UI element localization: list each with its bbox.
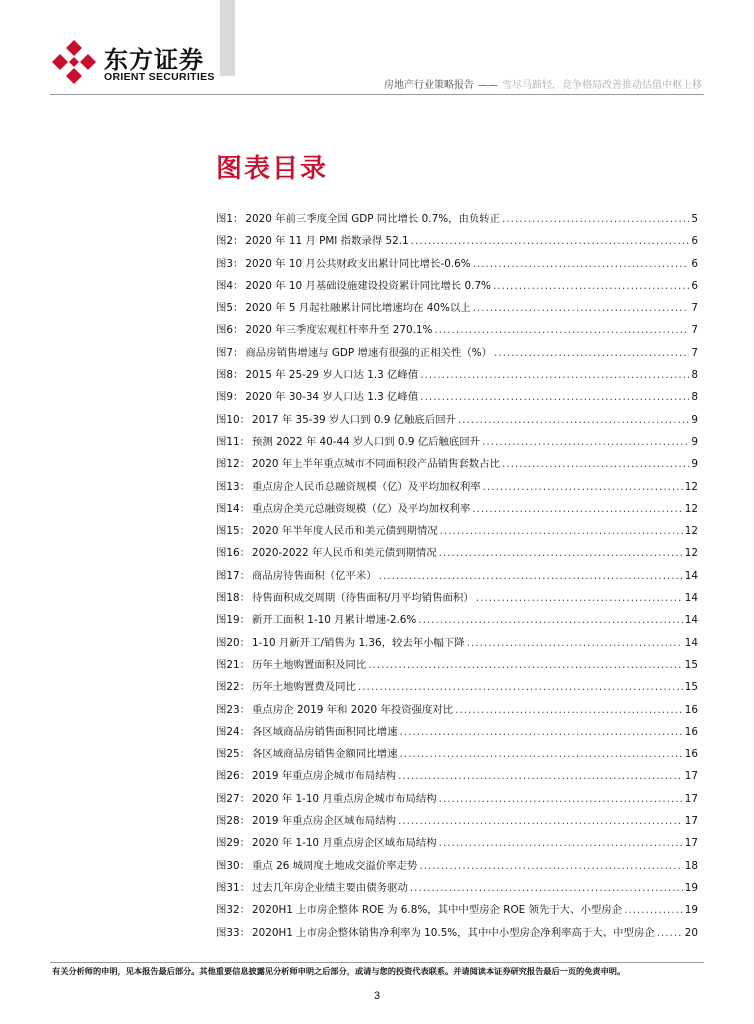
toc-leader-dots [398, 815, 683, 827]
toc-figure-title: 2020H1 上市房企整体 ROE 为 6.8%，其中中型房企 ROE 领先于大、小型房企 [252, 904, 623, 917]
toc-figure-number: 图23： [216, 703, 251, 716]
toc-page-number: 7 [691, 324, 698, 337]
toc-entry[interactable] [216, 255, 698, 277]
company-name-cn: 东方证券 [104, 46, 204, 74]
toc-leader-dots [494, 347, 689, 359]
toc-leader-dots [493, 280, 689, 292]
running-header [384, 76, 702, 91]
company-name-en: ORIENT SECURITIES [104, 71, 215, 83]
page-number: 3 [373, 990, 381, 1002]
toc-figure-title: 待售面积成交周期（待售面积/月平均销售面积） [252, 592, 474, 605]
toc-figure-title: 2020 年三季度宏观杠杆率升至 270.1% [245, 324, 433, 337]
toc-page-number: 5 [691, 213, 698, 225]
toc-page-number: 9 [691, 458, 698, 471]
toc-page-number: 19 [684, 904, 698, 917]
toc-entry[interactable] [216, 388, 698, 410]
toc-entry[interactable] [216, 522, 698, 544]
toc-figure-title: 重点房企美元总融资规模（亿）及平均加权利率 [252, 502, 471, 515]
toc-figure-number: 图31： [216, 881, 251, 894]
toc-page-number: 14 [684, 636, 698, 649]
toc-leader-dots [439, 793, 683, 805]
toc-figure-title: 2020 年 11 月 PMI 指数录得 52.1 [245, 235, 409, 248]
toc-entry[interactable] [216, 901, 698, 923]
toc-entry[interactable] [216, 500, 698, 522]
toc-leader-dots [476, 592, 683, 604]
toc-figure-number: 图2： [216, 235, 244, 248]
toc-figure-title: 过去几年房企业绩主要由债务驱动 [252, 881, 408, 894]
toc-leader-dots [502, 458, 689, 470]
toc-entry[interactable] [216, 634, 698, 656]
toc-figure-number: 图17： [216, 569, 251, 582]
toc-page-number: 12 [684, 480, 698, 493]
footer-disclaimer: 有关分析师的申明，见本报告最后部分。其他重要信息披露见分析师申明之后部分，或请与您的投资代表联系。并请阅读本证券研究报告最后一页的免责申明。 [52, 966, 626, 976]
toc-page-number: 12 [684, 502, 698, 515]
toc-figure-number: 图24： [216, 725, 251, 738]
toc-figure-title: 2020 年 5 月起社融累计同比增速均在 40%以上 [245, 302, 471, 315]
toc-figure-title: 历年土地购置费及同比 [252, 681, 356, 694]
toc-page-number: 6 [691, 235, 698, 248]
toc-leader-dots [420, 369, 689, 381]
toc-figure-title: 2020 年 30-34 岁人口达 1.3 亿峰值 [245, 391, 419, 404]
toc-entry[interactable] [216, 433, 698, 455]
toc-figure-title: 2020 年 1-10 月重点房企城市布局结构 [252, 792, 437, 805]
toc-figure-title: 2020 年半年度人民币和美元债到期情况 [252, 525, 438, 538]
toc-entry[interactable] [216, 321, 698, 343]
toc-entry[interactable] [216, 411, 698, 433]
toc-figure-title: 新开工面积 1-10 月累计增速-2.6% [252, 614, 417, 627]
toc-leader-dots [472, 503, 683, 515]
toc-leader-dots [439, 837, 683, 849]
toc-leader-dots [657, 927, 683, 939]
toc-leader-dots [368, 659, 682, 671]
toc-entry[interactable] [216, 745, 698, 767]
toc-figure-title: 2019 年重点房企城市布局结构 [252, 770, 397, 783]
toc-leader-dots [439, 547, 683, 559]
toc-page-number: 8 [691, 369, 698, 382]
toc-leader-dots [398, 770, 683, 782]
toc-figure-number: 图22： [216, 681, 251, 694]
toc-figure-title: 重点房企 2019 年和 2020 年投资强度对比 [252, 703, 454, 716]
toc-figure-title: 各区域商品房销售金额同比增速 [252, 748, 398, 761]
toc-entry[interactable] [216, 812, 698, 834]
toc-entry[interactable] [216, 344, 698, 366]
toc-figure-number: 图3： [216, 257, 244, 270]
toc-figure-title: 商品房待售面积（亿平米） [252, 569, 377, 582]
footer-divider [50, 962, 704, 963]
toc-figure-number: 图16： [216, 547, 251, 560]
company-logo [50, 38, 220, 86]
toc-figure-number: 图28： [216, 815, 251, 828]
toc-page-number: 9 [691, 413, 698, 426]
toc-leader-dots [455, 704, 683, 716]
toc-figure-number: 图4： [216, 279, 244, 292]
toc-leader-dots [411, 235, 690, 247]
toc-page-number: 9 [691, 435, 698, 448]
toc-leader-dots [458, 414, 689, 426]
toc-page-number: 17 [684, 837, 698, 850]
toc-figure-number: 图21： [216, 658, 251, 671]
toc-figure-number: 图15： [216, 525, 251, 538]
toc-page-number: 15 [684, 658, 698, 671]
toc-leader-dots [467, 637, 683, 649]
toc-figure-number: 图32： [216, 904, 251, 917]
toc-page-number: 14 [684, 569, 698, 582]
toc-figure-number: 图18： [216, 592, 251, 605]
toc-entry[interactable] [216, 723, 698, 745]
toc-page-number: 17 [684, 815, 698, 828]
toc-figure-title: 2020 年 1-10 月重点房企区域布局结构 [252, 837, 437, 850]
toc-figure-title: 2017 年 35-39 岁人口到 0.9 亿触底后回升 [252, 413, 456, 426]
header-divider [50, 94, 704, 95]
toc-figure-title: 2020-2022 年人民币和美元债到期情况 [252, 547, 437, 560]
toc-leader-dots [624, 904, 683, 916]
page-title: 图表目录 [216, 154, 329, 184]
toc-page-number: 19 [684, 881, 698, 894]
toc-figure-number: 图12： [216, 458, 251, 471]
toc-figure-number: 图26： [216, 770, 251, 783]
toc-leader-dots [473, 258, 690, 270]
toc-figure-number: 图7： [216, 346, 244, 359]
toc-figure-title: 2020 年前三季度全国 GDP 同比增长 0.7%，由负转正 [245, 213, 501, 225]
toc-figure-number: 图14： [216, 502, 251, 515]
toc-entry[interactable] [216, 455, 698, 477]
toc-page-number: 12 [684, 547, 698, 560]
toc-page-number: 15 [684, 681, 698, 694]
toc-page-number: 16 [684, 703, 698, 716]
toc-figure-number: 图29： [216, 837, 251, 850]
report-type: 房地产行业策略报告 [384, 80, 474, 91]
toc-leader-dots [418, 614, 683, 626]
toc-figure-number: 图6： [216, 324, 244, 337]
toc-entry[interactable] [216, 879, 698, 901]
toc-figure-number: 图5： [216, 302, 244, 315]
toc-page-number: 8 [691, 391, 698, 404]
toc-entry[interactable] [216, 834, 698, 856]
toc-entry[interactable] [216, 611, 698, 633]
toc-figure-title: 2020H1 上市房企整体销售净利率为 10.5%，其中中小型房企净利率高于大、中型房企 [252, 926, 655, 939]
toc-entry[interactable] [216, 366, 698, 388]
toc-figure-number: 图25： [216, 748, 251, 761]
toc-page-number: 14 [684, 592, 698, 605]
header-accent-bar [220, 0, 235, 76]
toc-figure-title: 1-10 月新开工/销售为 1.36，较去年小幅下降 [252, 636, 465, 649]
toc-page-number: 7 [691, 346, 698, 359]
toc-entry[interactable] [216, 656, 698, 678]
toc-figure-title: 预测 2022 年 40-44 岁人口到 0.9 亿后触底回升 [252, 435, 481, 448]
toc-leader-dots [440, 525, 683, 537]
toc-leader-dots [434, 324, 689, 336]
toc-figure-number: 图19： [216, 614, 251, 627]
toc-figure-number: 图33： [216, 926, 251, 939]
toc-figure-title: 2020 年 10 月公共财政支出累计同比增长-0.6% [245, 257, 471, 270]
toc-entry[interactable] [216, 857, 698, 879]
toc-figure-title: 商品房销售增速与 GDP 增速有很强的正相关性（%） [245, 346, 493, 359]
toc-figure-number: 图11： [216, 435, 251, 448]
toc-leader-dots [483, 481, 683, 493]
toc-entry[interactable] [216, 478, 698, 500]
toc-figure-title: 2019 年重点房企区域布局结构 [252, 815, 397, 828]
toc-entry[interactable] [216, 232, 698, 254]
toc-figure-title: 重点房企人民币总融资规模（亿）及平均加权利率 [252, 480, 481, 493]
toc-figure-title: 各区域商品房销售面积同比增速 [252, 725, 398, 738]
toc-figure-title: 重点 26 城周度土地成交溢价率走势 [252, 859, 418, 872]
toc-entry[interactable] [216, 544, 698, 566]
toc-leader-dots [410, 882, 683, 894]
toc-entry[interactable] [216, 790, 698, 812]
toc-page-number: 16 [684, 748, 698, 761]
toc-entry[interactable] [216, 924, 698, 946]
toc-entry[interactable] [216, 567, 698, 589]
toc-entry[interactable] [216, 277, 698, 299]
toc-leader-dots [502, 213, 689, 225]
toc-page-number: 18 [684, 859, 698, 872]
toc-page-number: 17 [684, 792, 698, 805]
toc-page-number: 6 [691, 279, 698, 292]
toc-entry[interactable] [216, 678, 698, 700]
header-separator: —— [478, 80, 498, 91]
toc-leader-dots [399, 726, 682, 738]
toc-page-number: 14 [684, 614, 698, 627]
toc-figure-number: 图1： [216, 213, 244, 225]
report-subtitle: 雪尽马蹄轻，竞争格局改善推动估值中枢上移 [502, 80, 702, 91]
toc-page-number: 6 [691, 257, 698, 270]
toc-page-number: 16 [684, 725, 698, 738]
toc-figure-title: 2015 年 25-29 岁人口达 1.3 亿峰值 [245, 369, 419, 382]
toc-figure-number: 图20： [216, 636, 251, 649]
toc-entry[interactable] [216, 299, 698, 321]
toc-page-number: 12 [684, 525, 698, 538]
toc-page-number: 20 [684, 926, 698, 939]
orient-securities-logo-icon [50, 38, 98, 86]
toc-leader-dots [399, 748, 682, 760]
toc-figure-number: 图10： [216, 413, 251, 426]
toc-page-number: 17 [684, 770, 698, 783]
toc-figure-number: 图13： [216, 480, 251, 493]
figure-index-list [216, 210, 698, 946]
toc-figure-title: 2020 年 10 月基础设施建设投资累计同比增长 0.7% [245, 279, 491, 292]
toc-figure-number: 图8： [216, 369, 244, 382]
toc-entry[interactable] [216, 701, 698, 723]
toc-figure-number: 图30： [216, 859, 251, 872]
toc-figure-title: 历年土地购置面积及同比 [252, 658, 367, 671]
toc-figure-number: 图9： [216, 391, 244, 404]
toc-leader-dots [419, 860, 682, 872]
toc-leader-dots [482, 436, 689, 448]
toc-entry[interactable] [216, 589, 698, 611]
toc-figure-number: 图27： [216, 792, 251, 805]
toc-leader-dots [379, 570, 683, 582]
toc-entry[interactable] [216, 210, 698, 232]
toc-entry[interactable] [216, 767, 698, 789]
toc-leader-dots [473, 302, 690, 314]
toc-figure-title: 2020 年上半年重点城市不同面积段产品销售套数占比 [252, 458, 500, 471]
toc-page-number: 7 [691, 302, 698, 315]
toc-leader-dots [420, 391, 689, 403]
toc-leader-dots [358, 681, 683, 693]
